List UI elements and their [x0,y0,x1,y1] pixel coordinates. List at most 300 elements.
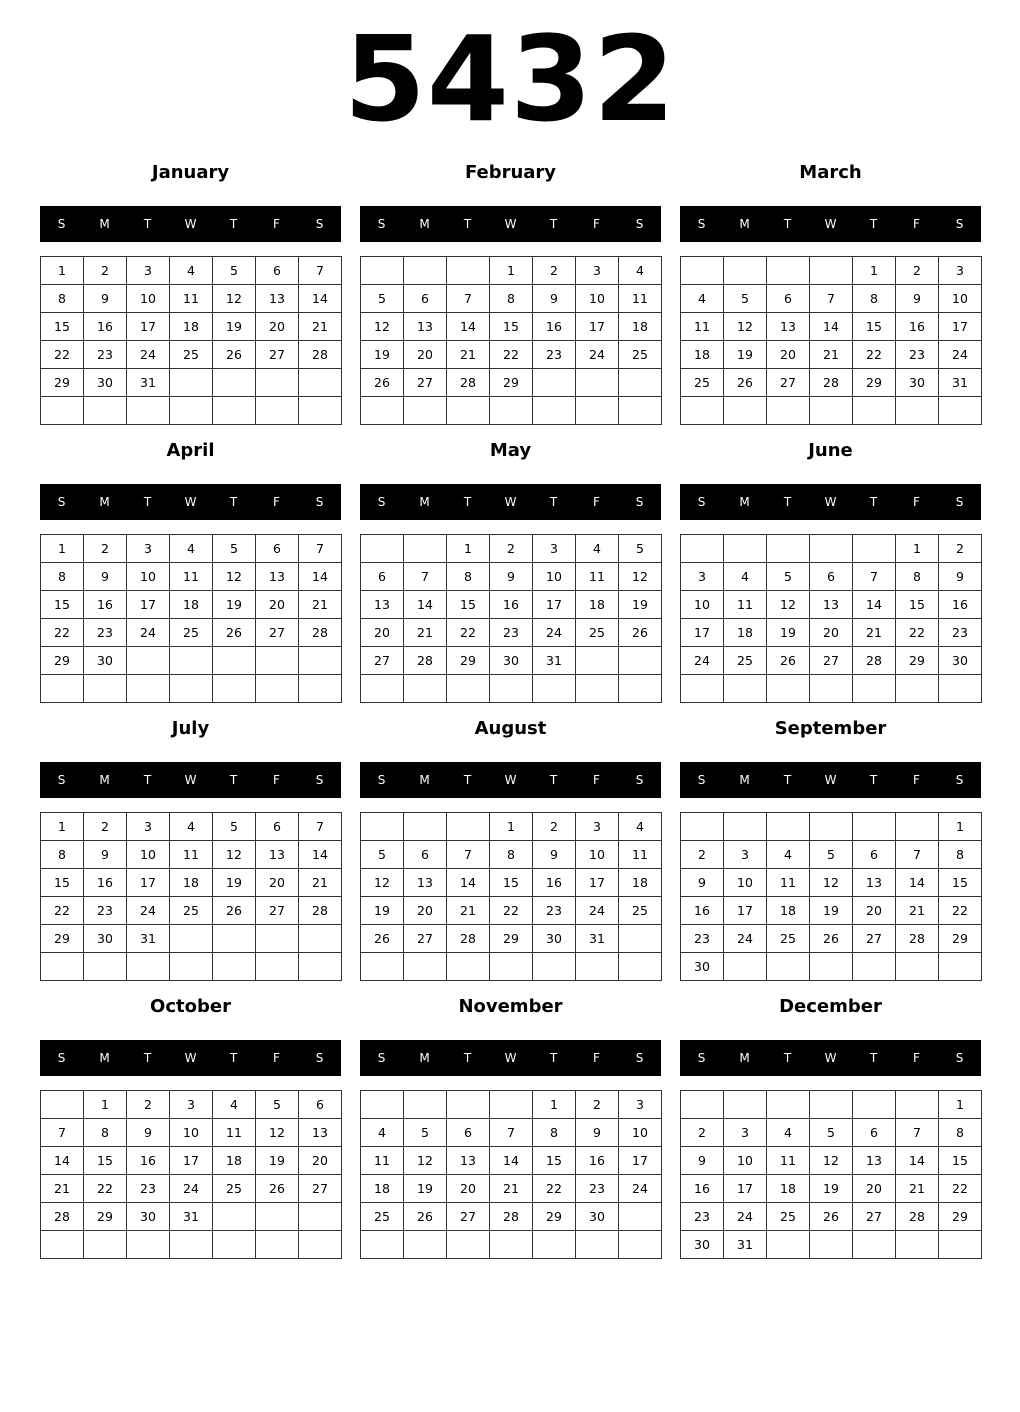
day-cell: 11 [767,869,810,897]
day-cell: 5 [213,257,256,285]
day-cell: 19 [213,313,256,341]
day-cell: 4 [213,1091,256,1119]
day-cell: 23 [490,619,533,647]
weekday-label: T [463,1051,472,1065]
day-cell: 19 [619,591,662,619]
day-cell [361,535,404,563]
day-cell: 20 [299,1147,342,1175]
day-cell: 15 [939,869,982,897]
day-cell: 30 [490,647,533,675]
day-cell [447,1231,490,1259]
day-cell [576,1231,619,1259]
day-cell: 18 [619,313,662,341]
weekday-label: T [549,1051,558,1065]
day-cell: 25 [170,897,213,925]
weekday-label: W [504,495,517,509]
day-cell: 11 [619,285,662,313]
day-cell: 2 [84,813,127,841]
weekday-label: W [184,773,197,787]
day-cell [724,813,767,841]
week-row [361,1147,662,1175]
day-cell: 31 [576,925,619,953]
day-cell: 7 [853,563,896,591]
day-cell: 20 [853,897,896,925]
day-cell [896,813,939,841]
day-cell [404,813,447,841]
day-cell [767,257,810,285]
day-cell [256,925,299,953]
day-cell [490,675,533,703]
month-day-grid [40,534,342,703]
day-cell: 24 [939,341,982,369]
weekday-label: S [57,495,66,509]
day-cell: 28 [896,925,939,953]
day-cell: 1 [41,535,84,563]
day-cell [619,369,662,397]
day-cell [853,397,896,425]
day-cell: 10 [533,563,576,591]
day-cell: 27 [256,897,299,925]
day-cell: 3 [127,813,170,841]
day-cell: 12 [767,591,810,619]
day-cell: 17 [576,869,619,897]
weekday-label: W [184,495,197,509]
day-cell: 3 [576,813,619,841]
weekday-header [680,484,981,520]
week-row [681,869,982,897]
week-row [681,813,982,841]
day-cell: 14 [404,591,447,619]
day-cell [447,1091,490,1119]
day-cell: 30 [127,1203,170,1231]
day-cell [681,535,724,563]
day-cell: 25 [213,1175,256,1203]
weekday-label: M [99,217,110,231]
weekday-label: S [377,1051,386,1065]
week-row [361,675,662,703]
day-cell: 14 [896,1147,939,1175]
day-cell [939,397,982,425]
day-cell: 7 [490,1119,533,1147]
day-cell: 3 [681,563,724,591]
day-cell: 25 [724,647,767,675]
day-cell: 2 [490,535,533,563]
day-cell: 4 [361,1119,404,1147]
day-cell: 9 [576,1119,619,1147]
day-cell: 8 [447,563,490,591]
day-cell: 8 [939,1119,982,1147]
day-cell: 11 [361,1147,404,1175]
day-cell: 5 [256,1091,299,1119]
week-row [361,1091,662,1119]
day-cell: 21 [810,341,853,369]
month-day-grid [360,256,662,425]
week-row [361,591,662,619]
day-cell: 1 [490,257,533,285]
week-row [681,897,982,925]
day-cell: 12 [213,841,256,869]
day-cell: 19 [404,1175,447,1203]
day-cell: 7 [896,1119,939,1147]
week-row [41,257,342,285]
week-row [41,369,342,397]
weekday-label: M [739,1051,750,1065]
day-cell: 15 [896,591,939,619]
day-cell [447,257,490,285]
day-cell: 4 [619,813,662,841]
day-cell: 4 [724,563,767,591]
weekday-label: T [463,773,472,787]
weekday-label: T [783,1051,792,1065]
day-cell [533,369,576,397]
day-cell: 16 [84,313,127,341]
day-cell [533,953,576,981]
weekday-header [360,206,661,242]
month-day-grid [360,1090,662,1259]
day-cell: 20 [404,897,447,925]
day-cell: 18 [767,897,810,925]
day-cell: 9 [84,563,127,591]
weekday-label: F [913,773,920,787]
day-cell: 1 [84,1091,127,1119]
week-row [41,647,342,675]
weekday-label: S [57,217,66,231]
day-cell: 21 [447,897,490,925]
day-cell: 27 [853,925,896,953]
day-cell: 7 [810,285,853,313]
day-cell: 13 [853,869,896,897]
day-cell: 9 [681,1147,724,1175]
week-row [41,1091,342,1119]
day-cell: 31 [127,925,170,953]
day-cell: 2 [896,257,939,285]
day-cell [213,397,256,425]
day-cell: 27 [810,647,853,675]
weekday-label: S [315,495,324,509]
day-cell: 29 [533,1203,576,1231]
week-row [41,313,342,341]
day-cell: 2 [576,1091,619,1119]
day-cell [170,953,213,981]
day-cell: 17 [939,313,982,341]
week-row [41,285,342,313]
weekday-header [40,1040,341,1076]
day-cell: 1 [41,257,84,285]
day-cell: 23 [681,925,724,953]
weekday-label: M [419,217,430,231]
day-cell [576,675,619,703]
weekday-label: T [229,1051,238,1065]
day-cell: 29 [447,647,490,675]
day-cell: 10 [724,869,767,897]
day-cell: 5 [619,535,662,563]
day-cell [533,397,576,425]
day-cell: 2 [681,1119,724,1147]
day-cell: 17 [533,591,576,619]
day-cell: 15 [41,869,84,897]
day-cell: 7 [41,1119,84,1147]
day-cell: 1 [939,813,982,841]
day-cell: 18 [170,591,213,619]
day-cell: 10 [681,591,724,619]
day-cell [299,1231,342,1259]
weekday-label: M [419,495,430,509]
day-cell: 21 [490,1175,533,1203]
day-cell: 3 [724,1119,767,1147]
day-cell: 14 [447,313,490,341]
weekday-label: W [824,773,837,787]
week-row [681,285,982,313]
day-cell [767,813,810,841]
day-cell: 23 [533,341,576,369]
day-cell: 3 [533,535,576,563]
day-cell: 21 [896,1175,939,1203]
week-row [361,1231,662,1259]
weekday-label: S [635,1051,644,1065]
day-cell: 21 [299,313,342,341]
day-cell [447,813,490,841]
day-cell [724,1091,767,1119]
day-cell: 2 [127,1091,170,1119]
day-cell [213,1231,256,1259]
day-cell: 6 [853,1119,896,1147]
weekday-label: S [315,773,324,787]
day-cell [84,397,127,425]
day-cell: 3 [127,257,170,285]
week-row [41,953,342,981]
day-cell [767,675,810,703]
day-cell: 15 [939,1147,982,1175]
day-cell [939,953,982,981]
day-cell: 23 [681,1203,724,1231]
weekday-label: S [635,217,644,231]
day-cell: 25 [619,341,662,369]
day-cell [404,535,447,563]
week-row [361,397,662,425]
day-cell [256,1203,299,1231]
weekday-label: S [955,495,964,509]
weekday-label: S [697,495,706,509]
day-cell [681,813,724,841]
day-cell: 13 [256,285,299,313]
day-cell: 28 [299,897,342,925]
weekday-label: T [463,495,472,509]
day-cell [724,257,767,285]
day-cell: 14 [853,591,896,619]
weekday-label: S [377,217,386,231]
weekday-label: T [869,773,878,787]
weekday-header [360,484,661,520]
day-cell [533,1231,576,1259]
day-cell: 21 [41,1175,84,1203]
week-row [361,619,662,647]
day-cell: 8 [896,563,939,591]
day-cell: 24 [576,897,619,925]
day-cell: 24 [170,1175,213,1203]
day-cell: 20 [256,313,299,341]
weekday-label: T [783,217,792,231]
day-cell [41,1231,84,1259]
day-cell: 24 [724,1203,767,1231]
day-cell: 23 [84,897,127,925]
day-cell: 16 [681,897,724,925]
day-cell: 6 [299,1091,342,1119]
day-cell: 20 [256,591,299,619]
week-row [681,1231,982,1259]
day-cell: 31 [533,647,576,675]
month-day-grid [680,256,982,425]
day-cell: 16 [84,591,127,619]
day-cell: 12 [256,1119,299,1147]
day-cell [853,535,896,563]
day-cell [299,925,342,953]
day-cell [576,397,619,425]
day-cell: 16 [681,1175,724,1203]
day-cell [619,1231,662,1259]
day-cell: 4 [767,841,810,869]
day-cell: 22 [41,897,84,925]
month-day-grid [680,812,982,981]
day-cell: 29 [853,369,896,397]
day-cell: 19 [724,341,767,369]
day-cell: 6 [447,1119,490,1147]
day-cell [256,1231,299,1259]
day-cell: 23 [84,619,127,647]
day-cell [84,1231,127,1259]
week-row [361,869,662,897]
day-cell [127,953,170,981]
day-cell: 25 [767,925,810,953]
day-cell: 11 [170,285,213,313]
day-cell [213,675,256,703]
weekday-label: T [229,217,238,231]
day-cell: 25 [767,1203,810,1231]
weekday-label: T [463,217,472,231]
day-cell [767,397,810,425]
week-row [361,1203,662,1231]
day-cell: 3 [724,841,767,869]
weekday-label: T [549,773,558,787]
day-cell: 5 [810,841,853,869]
weekday-label: S [955,217,964,231]
day-cell [681,397,724,425]
day-cell: 19 [213,869,256,897]
day-cell [41,953,84,981]
day-cell: 25 [170,619,213,647]
day-cell: 14 [896,869,939,897]
day-cell [84,953,127,981]
day-cell: 26 [724,369,767,397]
day-cell [810,675,853,703]
day-cell [724,397,767,425]
month-title: October [150,996,231,1017]
day-cell: 8 [533,1119,576,1147]
day-cell: 14 [41,1147,84,1175]
day-cell: 2 [533,257,576,285]
day-cell [41,1091,84,1119]
day-cell: 6 [853,841,896,869]
day-cell: 27 [361,647,404,675]
day-cell: 22 [84,1175,127,1203]
day-cell: 7 [299,813,342,841]
day-cell: 4 [170,535,213,563]
day-cell: 1 [896,535,939,563]
day-cell: 14 [447,869,490,897]
month-day-grid [680,534,982,703]
day-cell: 23 [84,341,127,369]
day-cell: 8 [490,285,533,313]
day-cell: 1 [939,1091,982,1119]
day-cell: 29 [490,925,533,953]
day-cell: 26 [810,1203,853,1231]
day-cell: 22 [490,897,533,925]
day-cell: 20 [447,1175,490,1203]
day-cell: 8 [41,285,84,313]
day-cell: 17 [576,313,619,341]
day-cell: 11 [767,1147,810,1175]
day-cell: 18 [619,869,662,897]
week-row [41,1147,342,1175]
day-cell: 5 [361,285,404,313]
week-row [361,313,662,341]
day-cell: 30 [939,647,982,675]
day-cell: 30 [681,953,724,981]
week-row [681,841,982,869]
day-cell: 16 [576,1147,619,1175]
day-cell [810,1091,853,1119]
day-cell: 5 [213,813,256,841]
day-cell [939,1231,982,1259]
weekday-label: M [419,773,430,787]
day-cell: 9 [896,285,939,313]
day-cell: 8 [490,841,533,869]
day-cell: 4 [619,257,662,285]
week-row [361,1175,662,1203]
weekday-label: T [869,1051,878,1065]
week-row [361,257,662,285]
week-row [681,619,982,647]
day-cell: 30 [681,1231,724,1259]
day-cell: 23 [533,897,576,925]
day-cell: 10 [127,563,170,591]
day-cell [490,1231,533,1259]
day-cell: 28 [447,925,490,953]
day-cell: 30 [533,925,576,953]
day-cell: 29 [939,1203,982,1231]
day-cell: 16 [490,591,533,619]
day-cell: 2 [533,813,576,841]
weekday-header [680,206,981,242]
weekday-header [40,762,341,798]
week-row [41,841,342,869]
day-cell [299,675,342,703]
day-cell: 22 [490,341,533,369]
weekday-label: T [783,495,792,509]
day-cell: 5 [767,563,810,591]
day-cell: 26 [404,1203,447,1231]
day-cell [853,1231,896,1259]
day-cell: 22 [447,619,490,647]
weekday-label: W [504,773,517,787]
day-cell [810,535,853,563]
week-row [681,1147,982,1175]
day-cell [681,257,724,285]
day-cell: 7 [896,841,939,869]
week-row [361,341,662,369]
week-row [681,1091,982,1119]
day-cell [853,675,896,703]
weekday-label: F [593,773,600,787]
